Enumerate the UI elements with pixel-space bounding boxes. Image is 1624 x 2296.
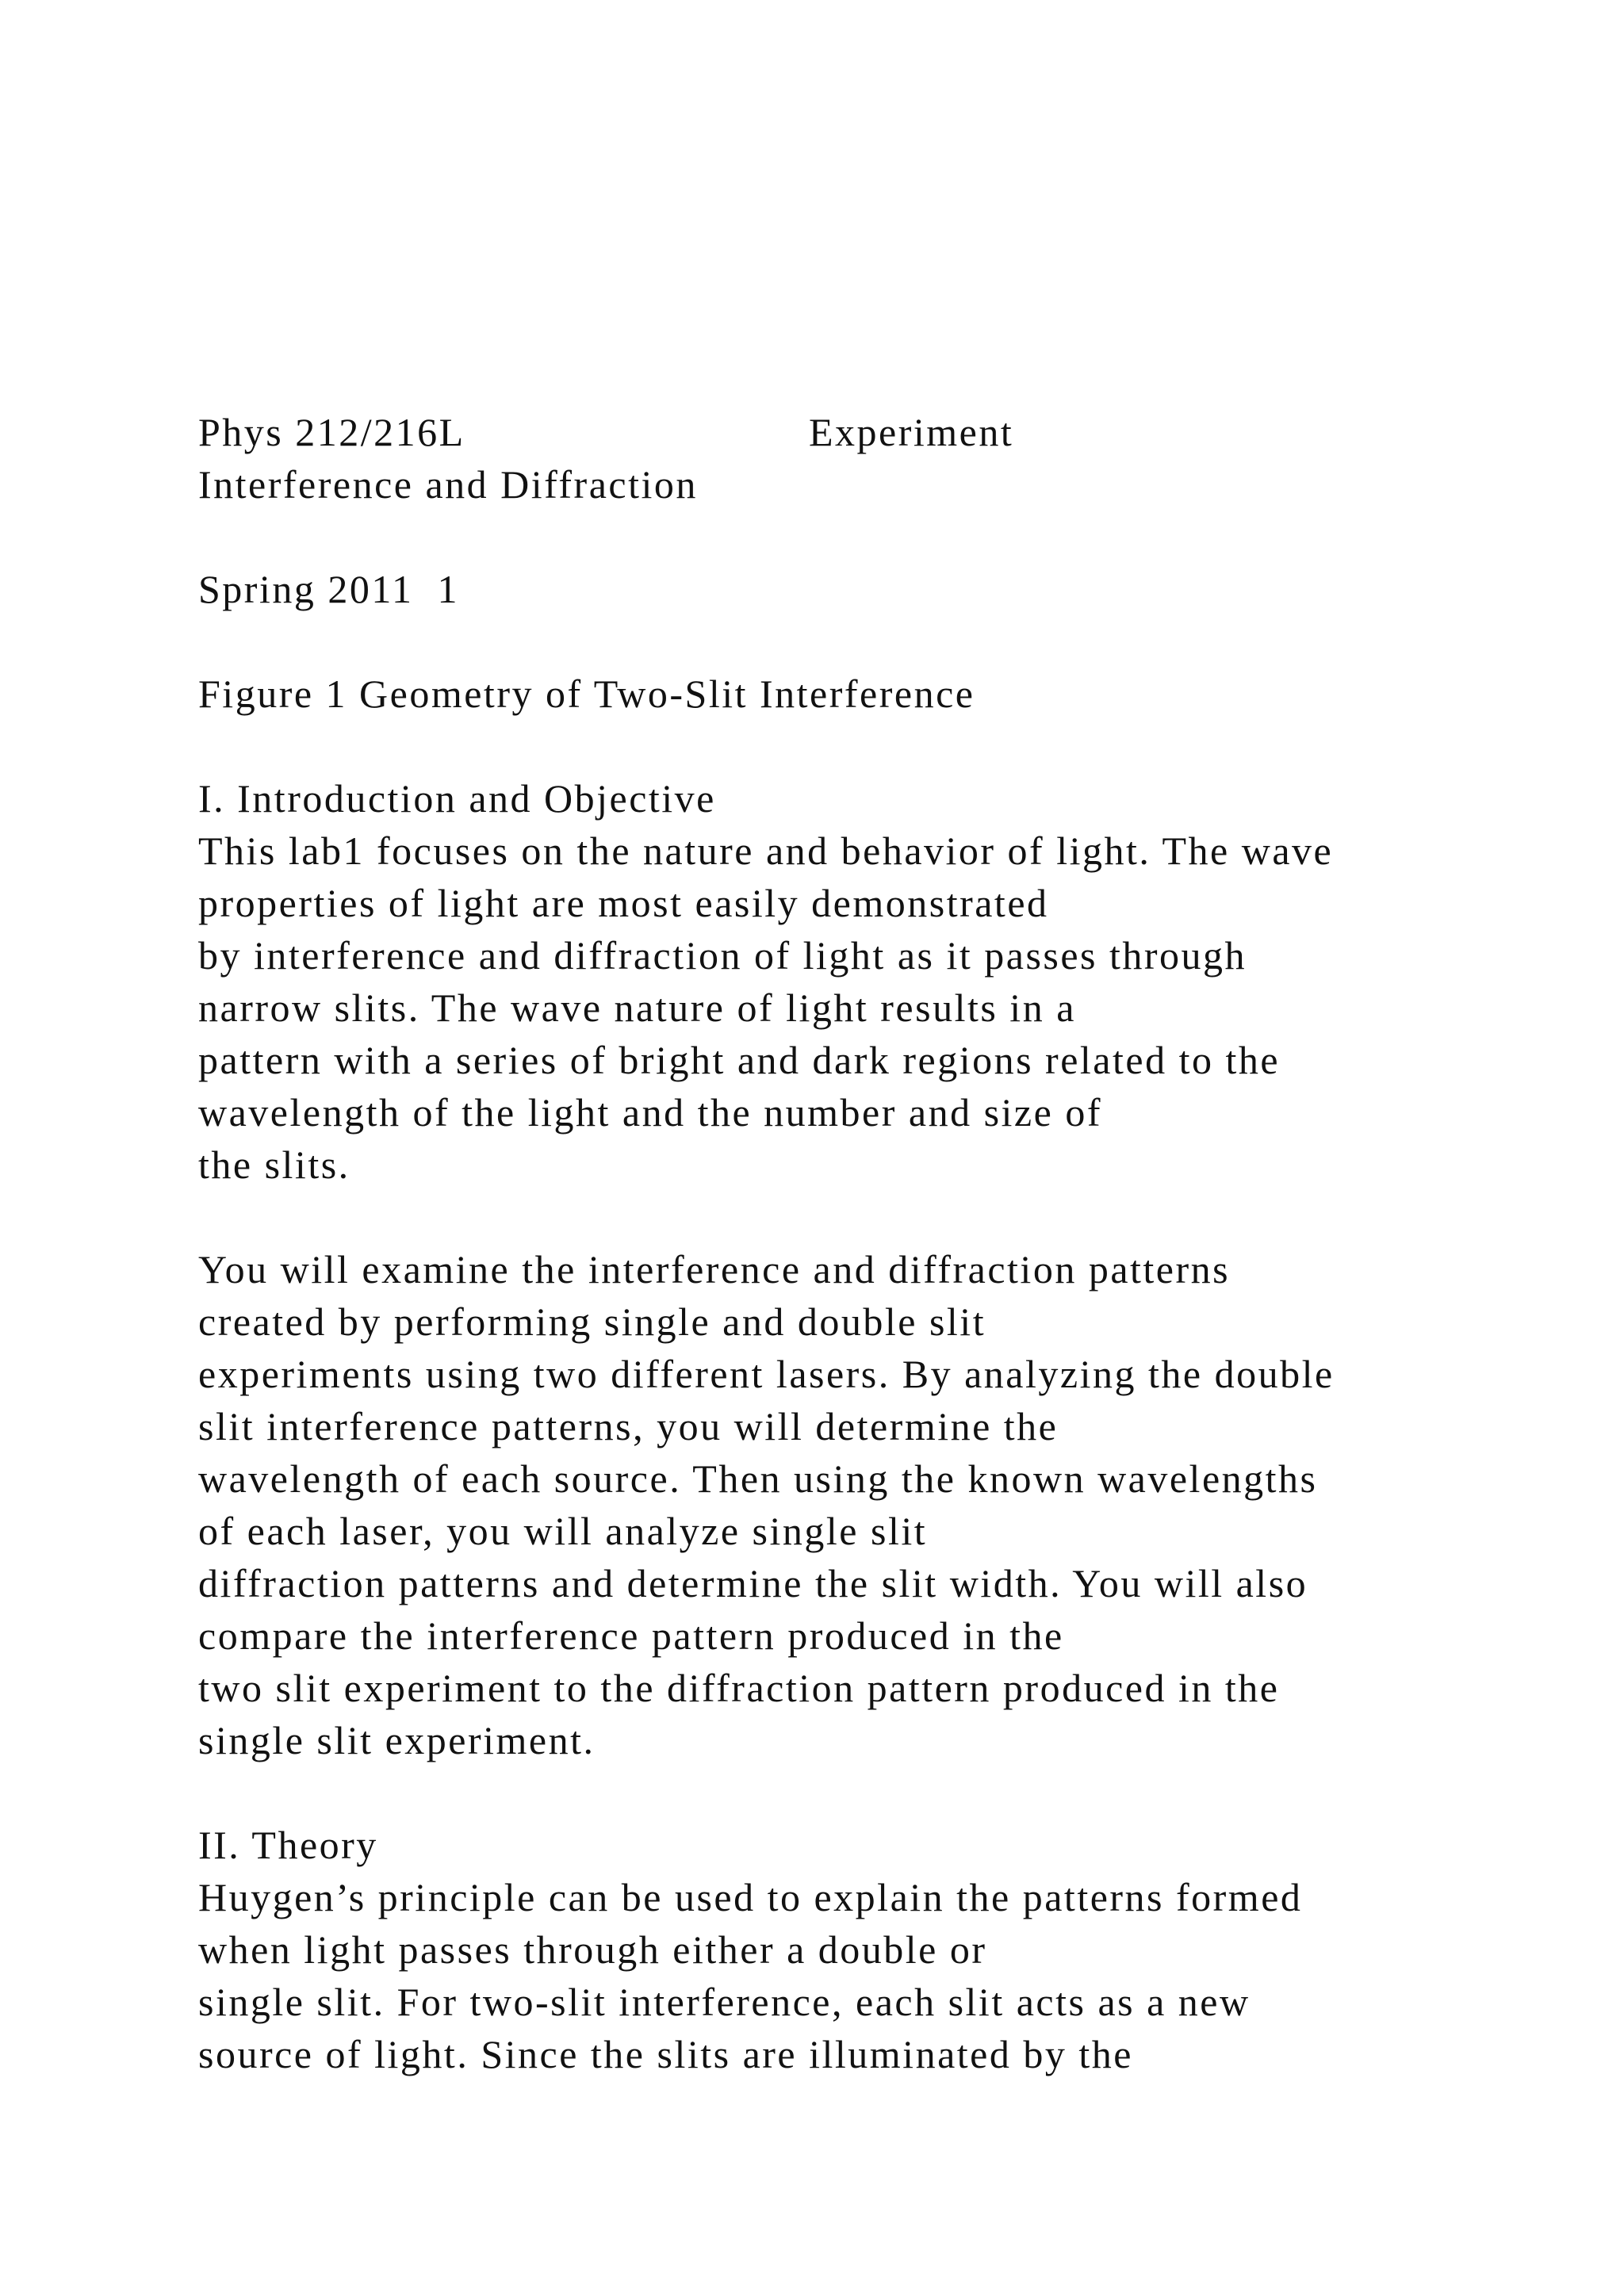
- spacer: [198, 1766, 1546, 1819]
- term-and-page-number: Spring 2011 1: [198, 567, 459, 611]
- text-line: You will examine the interference and diffraction patterns: [198, 1247, 1231, 1292]
- text-line: by interference and diffraction of light as it passes through: [198, 933, 1247, 978]
- introduction-paragraph-1: [198, 825, 1546, 1191]
- text-line: compare the interference pattern produced in the: [198, 1613, 1064, 1658]
- section-heading-introduction: I. Introduction and Objective: [198, 776, 716, 821]
- document-header: [198, 406, 1546, 458]
- text-line: two slit experiment to the diffraction pattern produced in the: [198, 1666, 1280, 1710]
- experiment-title: Interference and Diffraction: [198, 462, 698, 507]
- text-line: created by performing single and double slit: [198, 1299, 986, 1344]
- document-body: [198, 406, 1546, 2080]
- text-line: diffraction patterns and determine the slit width. You will also: [198, 1561, 1308, 1605]
- spacer: [198, 511, 1546, 563]
- text-line: This lab1 focuses on the nature and behavior of light. The wave: [198, 828, 1334, 873]
- text-line: pattern with a series of bright and dark regions related to the: [198, 1038, 1281, 1082]
- text-line: source of light. Since the slits are illuminated by the: [198, 2032, 1133, 2076]
- section-heading-theory: II. Theory: [198, 1823, 378, 1867]
- text-line: wavelength of each source. Then using the known wavelengths: [198, 1456, 1318, 1501]
- course-code: Phys 212/216L: [198, 410, 465, 454]
- spacer: [198, 1191, 1546, 1243]
- text-line: slit interference patterns, you will determine the: [198, 1404, 1059, 1448]
- text-line: single slit experiment.: [198, 1718, 596, 1762]
- introduction-paragraph-2: [198, 1243, 1546, 1766]
- experiment-label: Experiment: [809, 410, 1014, 454]
- text-line: properties of light are most easily demonstrated: [198, 881, 1049, 925]
- text-line: narrow slits. The wave nature of light results in a: [198, 985, 1076, 1030]
- text-line: wavelength of the light and the number and size of: [198, 1090, 1102, 1135]
- spacer: [198, 720, 1546, 772]
- text-line: experiments using two different lasers. By analyzing the double: [198, 1352, 1335, 1396]
- text-line: the slits.: [198, 1142, 350, 1187]
- figure-caption: Figure 1 Geometry of Two-Slit Interference: [198, 672, 975, 716]
- text-line: when light passes through either a double or: [198, 1927, 987, 1972]
- text-line: single slit. For two-slit interference, each slit acts as a new: [198, 1980, 1251, 2024]
- theory-paragraph-1: [198, 1871, 1546, 2080]
- spacer: [198, 615, 1546, 668]
- text-line: Huygen’s principle can be used to explain the patterns formed: [198, 1875, 1303, 1919]
- text-line: of each laser, you will analyze single slit: [198, 1509, 928, 1553]
